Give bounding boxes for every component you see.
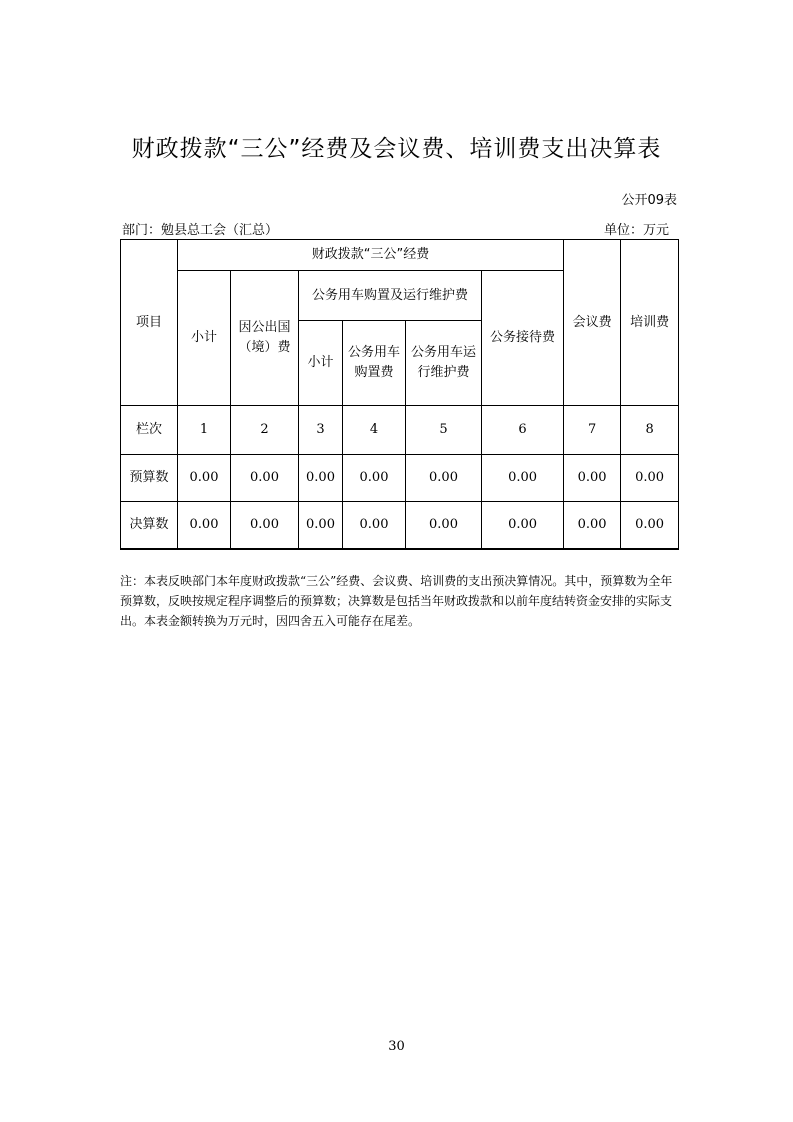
table-cell: 6 xyxy=(482,406,564,455)
unit-label: 单位：万元 xyxy=(603,223,669,238)
table-cell: 4 xyxy=(343,406,406,455)
table-cell: 0.00 xyxy=(406,455,482,502)
table-cell: 0.00 xyxy=(343,502,406,549)
row-label: 预算数 xyxy=(121,455,178,502)
table-cell: 7 xyxy=(564,406,621,455)
table-cell: 0.00 xyxy=(299,455,343,502)
item-header: 项目 xyxy=(121,240,178,406)
vehicle-subtotal-header: 小计 xyxy=(299,321,343,406)
table-cell: 5 xyxy=(406,406,482,455)
row-label: 决算数 xyxy=(121,502,178,549)
page-number: 30 xyxy=(388,1039,405,1054)
table-cell: 0.00 xyxy=(482,502,564,549)
table-cell: 0.00 xyxy=(621,455,679,502)
table-cell: 0.00 xyxy=(621,502,679,549)
table-cell: 0.00 xyxy=(343,455,406,502)
table-cell: 0.00 xyxy=(482,455,564,502)
vehicle-maintenance-header: 公务用车运行维护费 xyxy=(406,321,482,406)
row-label: 栏次 xyxy=(121,406,178,455)
table-cell: 0.00 xyxy=(564,502,621,549)
vehicle-purchase-header: 公务用车购置费 xyxy=(343,321,406,406)
subtotal-header: 小计 xyxy=(178,271,231,406)
department-label: 部门：勉县总工会（汇总） xyxy=(122,223,279,238)
table-cell: 1 xyxy=(178,406,231,455)
three-public-header: 财政拨款“三公”经费 xyxy=(178,240,564,271)
abroad-header: 因公出国（境）费 xyxy=(231,271,299,406)
table-cell: 0.00 xyxy=(564,455,621,502)
footnote: 注：本表反映部门本年度财政拨款“三公”经费、会议费、培训费的支出预决算情况。其中，预算数为全年预算数，反映按规定程序调整后的预算数；决算数是包括当年财政拨款和以前年度结转资金安排的实际支出。本表金额转换为万元时，因四舍五入可能存在尾差。 xyxy=(120,574,673,628)
table-cell: 3 xyxy=(299,406,343,455)
expenditure-table xyxy=(120,239,679,550)
table-cell: 8 xyxy=(621,406,679,455)
table-cell: 0.00 xyxy=(178,455,231,502)
form-number: 公开09表 xyxy=(621,193,677,208)
reception-header: 公务接待费 xyxy=(482,271,564,406)
page-title: 财政拨款“三公”经费及会议费、培训费支出决算表 xyxy=(131,136,662,162)
table-cell: 2 xyxy=(231,406,299,455)
vehicle-header: 公务用车购置及运行维护费 xyxy=(299,271,482,321)
table-cell: 0.00 xyxy=(231,455,299,502)
table-cell: 0.00 xyxy=(231,502,299,549)
meeting-header: 会议费 xyxy=(564,240,621,406)
training-header: 培训费 xyxy=(621,240,679,406)
table-cell: 0.00 xyxy=(178,502,231,549)
table-cell: 0.00 xyxy=(406,502,482,549)
table-cell: 0.00 xyxy=(299,502,343,549)
